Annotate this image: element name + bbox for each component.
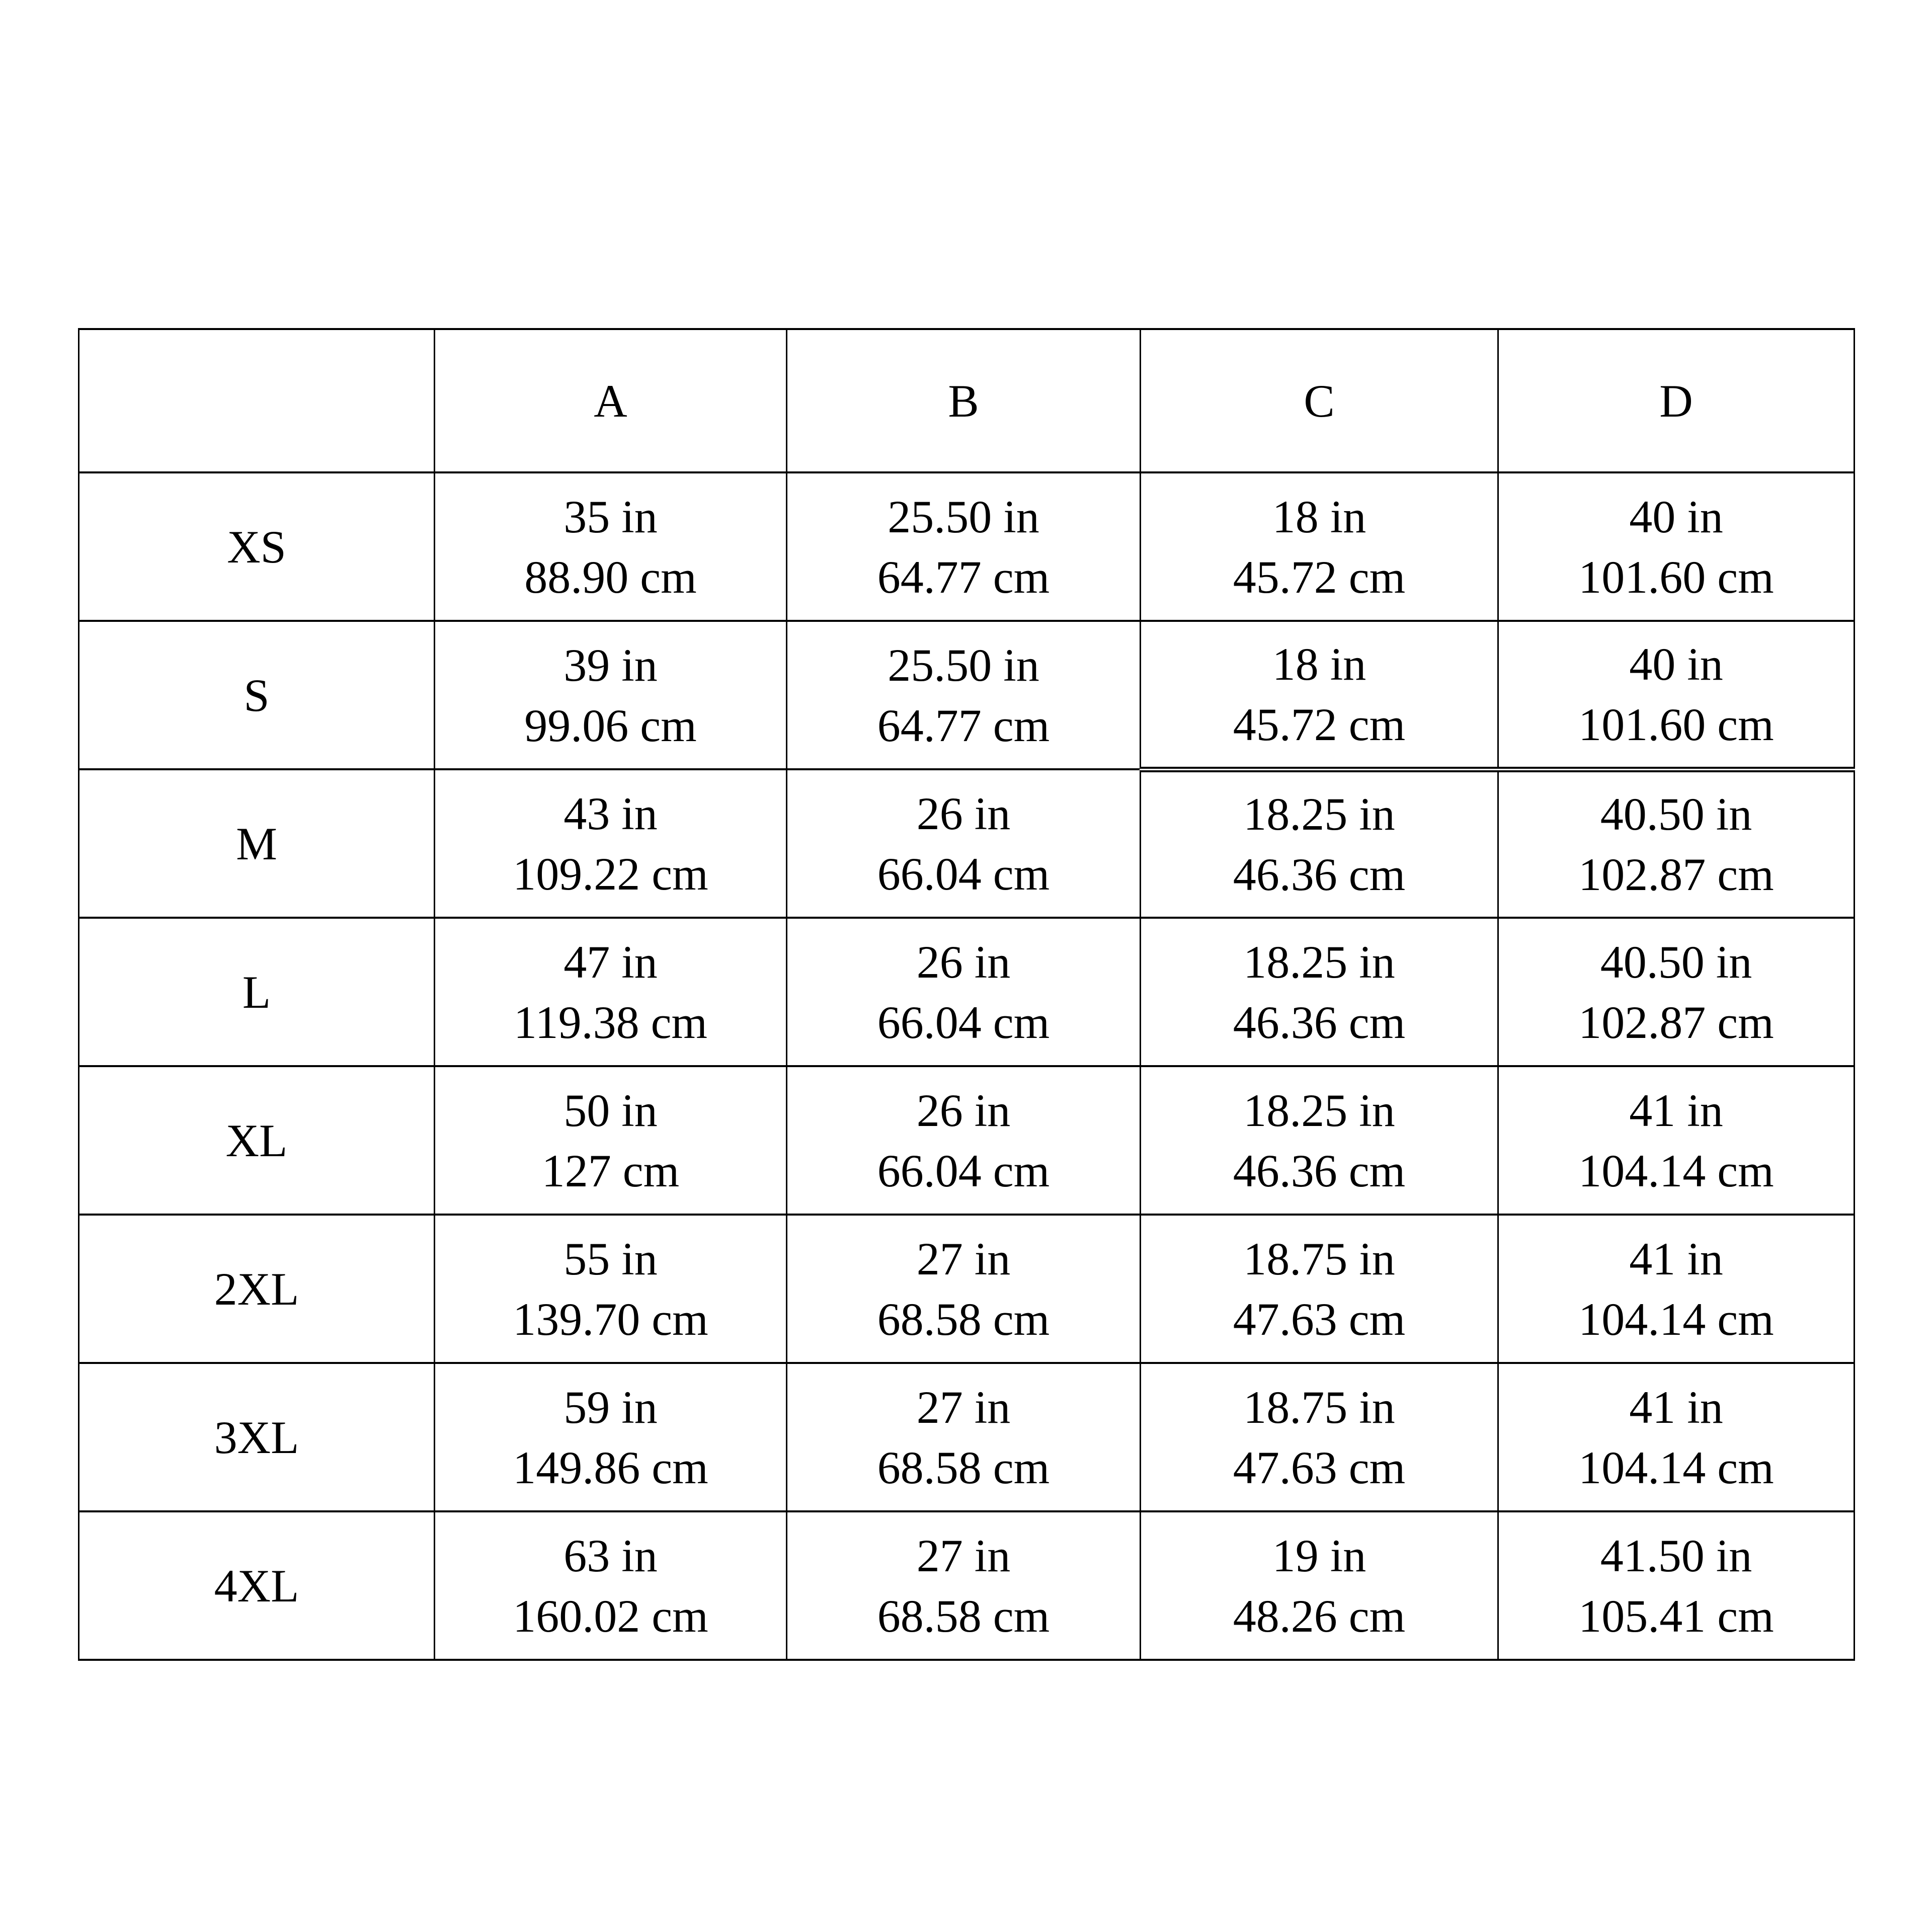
row-label: L [79, 918, 435, 1066]
row-label: S [79, 621, 435, 769]
table-row [79, 472, 1855, 621]
value-cm: 101.60 cm [1578, 698, 1774, 750]
value-cm: 66.04 cm [877, 848, 1050, 900]
measurement-cell [435, 1363, 787, 1511]
measurement-cell [787, 1066, 1141, 1215]
value-inches: 50 in [564, 1084, 658, 1136]
value-inches: 18.75 in [1243, 1381, 1395, 1433]
table-row [79, 1215, 1855, 1363]
value-cm: 45.72 cm [1233, 551, 1406, 603]
measurement-cell [1141, 1066, 1498, 1215]
measurement-cell [1498, 1511, 1855, 1660]
value-cm: 102.87 cm [1578, 996, 1774, 1048]
header-row [79, 329, 1855, 472]
table-row [79, 769, 1855, 918]
measurement-cell [1141, 918, 1498, 1066]
measurement-cell [787, 769, 1141, 918]
value-inches: 41 in [1629, 1233, 1723, 1284]
table-row [79, 1363, 1855, 1511]
row-label: M [79, 769, 435, 918]
measurement-cell [435, 1511, 787, 1660]
value-inches: 18 in [1272, 491, 1366, 542]
measurement-cell [435, 472, 787, 621]
measurement-cell [435, 1066, 787, 1215]
value-cm: 160.02 cm [513, 1590, 708, 1642]
table-row [79, 1511, 1855, 1660]
measurement-cell [787, 1511, 1141, 1660]
value-inches: 59 in [564, 1381, 658, 1433]
measurement-cell [435, 621, 787, 769]
value-cm: 66.04 cm [877, 1145, 1050, 1196]
measurement-cell [1498, 1363, 1855, 1511]
measurement-cell [1498, 621, 1855, 769]
table-row [79, 918, 1855, 1066]
value-inches: 19 in [1272, 1530, 1366, 1581]
value-cm: 149.86 cm [513, 1441, 708, 1493]
value-inches: 39 in [564, 639, 658, 691]
value-inches: 35 in [564, 491, 658, 542]
corner-cell [79, 329, 435, 472]
measurement-cell [787, 1363, 1141, 1511]
measurement-cell [1498, 1215, 1855, 1363]
measurement-cell [787, 1215, 1141, 1363]
value-inches: 63 in [564, 1530, 658, 1581]
value-cm: 88.90 cm [524, 551, 697, 603]
measurement-cell [1141, 1511, 1498, 1660]
measurement-cell [1498, 472, 1855, 621]
value-inches: 40 in [1629, 491, 1723, 542]
value-cm: 47.63 cm [1233, 1293, 1406, 1345]
value-inches: 26 in [916, 787, 1011, 839]
row-label: XL [79, 1066, 435, 1215]
value-cm: 102.87 cm [1578, 849, 1774, 901]
value-cm: 119.38 cm [514, 996, 707, 1048]
value-inches: 47 in [564, 936, 658, 988]
measurement-cell [435, 1215, 787, 1363]
measurement-cell [787, 472, 1141, 621]
measurement-cell [1498, 1066, 1855, 1215]
value-inches: 18.25 in [1243, 936, 1395, 988]
measurement-cell [787, 918, 1141, 1066]
value-cm: 68.58 cm [877, 1590, 1050, 1642]
value-inches: 26 in [916, 936, 1011, 988]
value-cm: 64.77 cm [877, 551, 1050, 603]
value-cm: 139.70 cm [513, 1293, 708, 1345]
value-cm: 109.22 cm [513, 848, 708, 900]
size-chart-table [78, 328, 1855, 1661]
row-label: 4XL [79, 1511, 435, 1660]
value-inches: 41 in [1629, 1381, 1723, 1433]
measurement-cell [1141, 769, 1498, 918]
value-inches: 27 in [916, 1381, 1011, 1433]
measurement-cell [1141, 1215, 1498, 1363]
value-cm: 48.26 cm [1233, 1590, 1406, 1642]
value-cm: 46.36 cm [1233, 1145, 1406, 1196]
value-cm: 46.36 cm [1233, 996, 1406, 1048]
value-cm: 45.72 cm [1233, 698, 1406, 750]
row-label: 2XL [79, 1215, 435, 1363]
value-inches: 18.25 in [1243, 1084, 1395, 1136]
value-cm: 68.58 cm [877, 1293, 1050, 1345]
value-inches: 18 in [1272, 638, 1366, 690]
column-header-a: A [435, 329, 787, 472]
value-cm: 68.58 cm [877, 1441, 1050, 1493]
value-inches: 26 in [916, 1084, 1011, 1136]
value-inches: 18.25 in [1243, 788, 1395, 840]
value-cm: 104.14 cm [1578, 1145, 1774, 1196]
value-cm: 47.63 cm [1233, 1441, 1406, 1493]
column-header-d: D [1498, 329, 1855, 472]
column-header-c: C [1141, 329, 1498, 472]
value-cm: 46.36 cm [1233, 849, 1406, 901]
value-inches: 40.50 in [1600, 936, 1752, 988]
value-cm: 99.06 cm [524, 699, 697, 751]
value-inches: 55 in [564, 1233, 658, 1284]
measurement-cell [1498, 918, 1855, 1066]
row-label: XS [79, 472, 435, 621]
value-inches: 40 in [1629, 638, 1723, 690]
measurement-cell [435, 769, 787, 918]
value-inches: 41 in [1629, 1084, 1723, 1136]
measurement-cell [787, 621, 1141, 769]
value-cm: 127 cm [541, 1145, 680, 1196]
measurement-cell [1141, 472, 1498, 621]
table-row [79, 621, 1855, 769]
measurement-cell [1141, 621, 1498, 769]
value-cm: 105.41 cm [1578, 1590, 1774, 1642]
value-inches: 40.50 in [1600, 788, 1752, 840]
column-header-b: B [787, 329, 1141, 472]
table-row [79, 1066, 1855, 1215]
value-cm: 104.14 cm [1578, 1441, 1774, 1493]
row-label: 3XL [79, 1363, 435, 1511]
value-cm: 64.77 cm [877, 699, 1050, 751]
measurement-cell [1498, 769, 1855, 918]
value-inches: 25.50 in [888, 639, 1039, 691]
value-inches: 43 in [564, 787, 658, 839]
value-cm: 66.04 cm [877, 996, 1050, 1048]
value-inches: 18.75 in [1243, 1233, 1395, 1284]
value-cm: 101.60 cm [1578, 551, 1774, 603]
measurement-cell [435, 918, 787, 1066]
measurement-cell [1141, 1363, 1498, 1511]
value-inches: 25.50 in [888, 491, 1039, 542]
value-inches: 27 in [916, 1530, 1011, 1581]
value-cm: 104.14 cm [1578, 1293, 1774, 1345]
value-inches: 27 in [916, 1233, 1011, 1284]
value-inches: 41.50 in [1600, 1530, 1752, 1581]
